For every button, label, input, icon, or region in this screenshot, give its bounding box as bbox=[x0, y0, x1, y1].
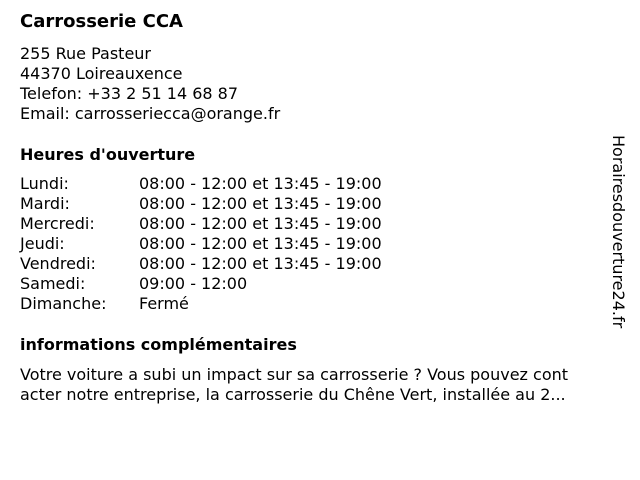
address-city: 44370 Loireauxence bbox=[20, 64, 183, 83]
watermark-text: Horairesdouverture24.fr bbox=[609, 135, 628, 329]
info-text-line: Votre voiture a subi un impact sur sa carrosserie ? Vous pouvez cont bbox=[20, 365, 569, 384]
additional-info-heading: informations complémentaires bbox=[20, 335, 297, 354]
time-value: 08:00 - 12:00 et 13:45 - 19:00 bbox=[139, 234, 382, 253]
hours-row-sunday bbox=[20, 294, 440, 314]
phone-number: Telefon: +33 2 51 14 68 87 bbox=[20, 84, 239, 103]
email-address: Email: carrosseriecca@orange.fr bbox=[20, 104, 281, 123]
time-value: 08:00 - 12:00 et 13:45 - 19:00 bbox=[139, 174, 382, 193]
address-street: 255 Rue Pasteur bbox=[20, 44, 151, 63]
time-value: Fermé bbox=[139, 294, 189, 313]
business-contact bbox=[20, 44, 280, 124]
day-label: Vendredi: bbox=[20, 254, 96, 273]
site-watermark bbox=[603, 135, 633, 345]
time-value: 08:00 - 12:00 et 13:45 - 19:00 bbox=[139, 214, 382, 233]
day-label: Mercredi: bbox=[20, 214, 95, 233]
time-value: 09:00 - 12:00 bbox=[139, 274, 248, 293]
hours-row-monday bbox=[20, 174, 440, 194]
opening-hours-table bbox=[20, 174, 440, 314]
day-label: Jeudi: bbox=[20, 234, 65, 253]
hours-row-wednesday bbox=[20, 214, 440, 234]
additional-info-text bbox=[20, 365, 620, 405]
hours-row-tuesday bbox=[20, 194, 440, 214]
hours-row-thursday bbox=[20, 234, 440, 254]
day-label: Lundi: bbox=[20, 174, 69, 193]
hours-row-friday bbox=[20, 254, 440, 274]
day-label: Dimanche: bbox=[20, 294, 107, 313]
time-value: 08:00 - 12:00 et 13:45 - 19:00 bbox=[139, 254, 382, 273]
hours-row-saturday bbox=[20, 274, 440, 294]
day-label: Mardi: bbox=[20, 194, 70, 213]
info-text-line: acter notre entreprise, la carrosserie du Chêne Vert, installée au 2... bbox=[20, 385, 566, 404]
time-value: 08:00 - 12:00 et 13:45 - 19:00 bbox=[139, 194, 382, 213]
business-name: Carrosserie CCA bbox=[20, 11, 183, 32]
opening-hours-heading: Heures d'ouverture bbox=[20, 145, 196, 164]
day-label: Samedi: bbox=[20, 274, 86, 293]
